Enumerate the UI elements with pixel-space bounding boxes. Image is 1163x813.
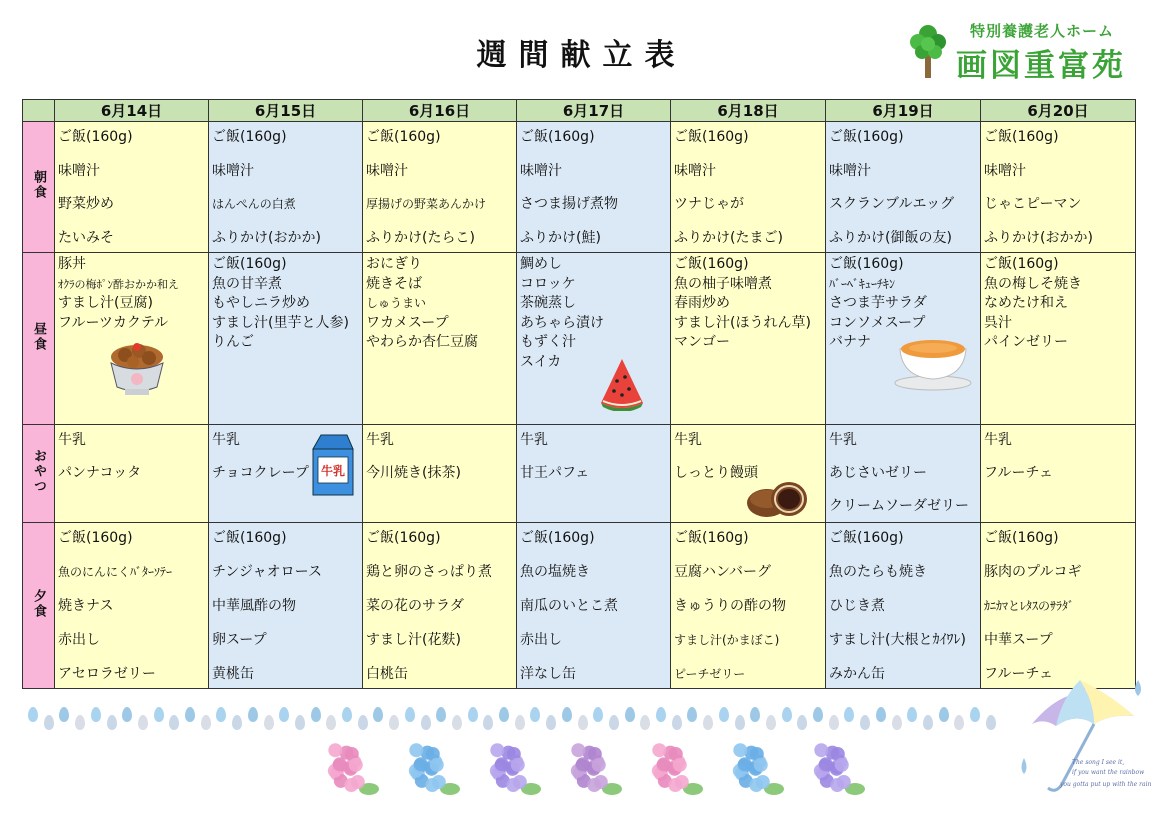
- raindrop-icon: [546, 715, 556, 730]
- raindrop-icon: [326, 715, 336, 730]
- menu-item: 味噌汁: [520, 162, 562, 179]
- menu-cell: [671, 122, 826, 253]
- raindrop-icon: [672, 715, 682, 730]
- raindrop-icon: [421, 715, 431, 730]
- raindrop-icon: [844, 707, 854, 722]
- menu-item: ワカメスープ: [366, 314, 449, 331]
- umbrella-text-line: The song I see it,: [1072, 759, 1125, 766]
- menu-item: パインゼリー: [984, 334, 1068, 350]
- day-header: 6月19日: [826, 100, 981, 122]
- raindrop-icon: [766, 715, 776, 730]
- raindrop-icon: [735, 715, 745, 730]
- menu-cell: [55, 122, 209, 253]
- lunch-row: [23, 253, 1136, 425]
- menu-item: 豆腐ハンバーグ: [674, 563, 772, 580]
- menu-item: 牛乳: [829, 432, 857, 448]
- menu-item: 味噌汁: [58, 162, 100, 179]
- menu-item: 卵スープ: [212, 631, 267, 648]
- menu-item: 黄桃缶: [212, 665, 254, 682]
- menu-item: 味噌汁: [984, 162, 1026, 179]
- raindrop-icon: [939, 707, 949, 722]
- menu-item: ご飯(160g): [674, 256, 749, 272]
- menu-item: コロッケ: [520, 275, 576, 292]
- menu-cell: [517, 523, 671, 689]
- hydrangea-icon: [814, 743, 865, 795]
- menu-item: 中華スープ: [984, 631, 1053, 648]
- menu-item: ふりかけ(御飯の友): [829, 229, 952, 246]
- raindrop-icon: [279, 707, 289, 722]
- pork-bowl-illustration: [107, 335, 167, 397]
- raindrop-icon: [122, 707, 132, 722]
- menu-cell: [826, 253, 981, 425]
- day-header: 6月18日: [671, 100, 826, 122]
- raindrop-icon: [452, 715, 462, 730]
- facility-logo: [908, 18, 1138, 84]
- menu-item: アセロラゼリー: [58, 665, 156, 682]
- menu-item: ご飯(160g): [366, 129, 441, 145]
- raindrop-icon: [295, 715, 305, 730]
- menu-cell: [363, 425, 517, 523]
- hydrangea-icon: [490, 743, 541, 795]
- menu-item: 魚の塩焼き: [520, 563, 590, 580]
- menu-item: すまし汁(花麩): [366, 631, 461, 648]
- menu-cell: [209, 523, 363, 689]
- menu-item: ふりかけ(鮭): [520, 229, 601, 246]
- menu-item: すまし汁(大根とｶｲﾜﾚ): [829, 631, 966, 648]
- menu-item: 春雨炒め: [674, 295, 730, 311]
- menu-item: 魚の柚子味噌煮: [674, 275, 772, 292]
- menu-item: 味噌汁: [829, 162, 871, 179]
- menu-item: 牛乳: [984, 432, 1012, 448]
- menu-item: きゅうりの酢の物: [674, 597, 786, 614]
- raindrop-icon: [609, 715, 619, 730]
- menu-item: フルーチェ: [984, 665, 1054, 682]
- menu-item: 魚の甘辛煮: [212, 275, 282, 292]
- menu-cell: [981, 425, 1136, 523]
- raindrop-icon: [75, 715, 85, 730]
- menu-item: ご飯(160g): [58, 129, 133, 145]
- menu-item: おにぎり: [366, 256, 422, 272]
- menu-item: ふりかけ(たまご): [674, 229, 783, 246]
- menu-item: ｵｸﾗの梅ﾎﾟﾝ酢おかか和え: [58, 277, 179, 291]
- raindrop-icon: [719, 707, 729, 722]
- menu-item: 菜の花のサラダ: [366, 597, 464, 614]
- menu-item: ふりかけ(たらこ): [366, 229, 475, 246]
- menu-item: しっとり饅頭: [674, 465, 758, 481]
- menu-item: ふりかけ(おかか): [212, 229, 321, 246]
- menu-item: ｶﾆｶﾏとﾚﾀｽのｻﾗﾀﾞ: [984, 598, 1075, 613]
- menu-item: フルーツカクテル: [58, 314, 169, 331]
- manju-illustration: [745, 475, 809, 521]
- menu-item: じゃこピーマン: [984, 196, 1082, 212]
- menu-cell: [55, 425, 209, 523]
- menu-item: 味噌汁: [366, 162, 408, 179]
- menu-cell: [363, 122, 517, 253]
- raindrop-icon: [829, 715, 839, 730]
- menu-item: ご飯(160g): [674, 530, 749, 546]
- menu-cell: [517, 425, 671, 523]
- menu-cell: [517, 253, 671, 425]
- menu-cell: [363, 253, 517, 425]
- menu-item: 魚のたらも焼き: [829, 563, 927, 580]
- raindrop-icon: [530, 707, 540, 722]
- menu-item: すまし汁(ほうれん草): [674, 314, 811, 331]
- menu-cell: [826, 425, 981, 523]
- menu-item: ご飯(160g): [829, 530, 904, 546]
- menu-item: 豚丼: [58, 256, 86, 272]
- hydrangea-decoration: [300, 735, 870, 813]
- raindrop-icon: [28, 707, 38, 722]
- menu-cell: [981, 122, 1136, 253]
- menu-item: 白桃缶: [366, 665, 408, 682]
- menu-item: フルーチェ: [984, 465, 1054, 481]
- menu-item: 茶碗蒸し: [520, 295, 576, 311]
- menu-item: さつま芋サラダ: [829, 295, 927, 311]
- menu-cell: [981, 253, 1136, 425]
- menu-item: あちゃら漬け: [520, 314, 604, 331]
- menu-item: ご飯(160g): [366, 530, 441, 546]
- raindrop-icon: [499, 707, 509, 722]
- menu-item: 牛乳: [520, 432, 548, 448]
- raindrop-icon: [358, 715, 368, 730]
- raindrop-icon: [593, 707, 603, 722]
- menu-item: 牛乳: [366, 432, 394, 448]
- raindrop-icon: [515, 715, 525, 730]
- menu-item: コンソメスープ: [829, 314, 926, 331]
- menu-cell: [209, 425, 363, 523]
- raindrop-icon: [750, 707, 760, 722]
- menu-item: ご飯(160g): [984, 530, 1059, 546]
- raindrop-icon: [436, 707, 446, 722]
- menu-item: ひじき煮: [829, 597, 885, 614]
- day-header: 6月14日: [55, 100, 209, 122]
- raindrop-icon: [373, 707, 383, 722]
- hydrangea-icon: [409, 743, 460, 795]
- umbrella-text-line: if you want the rainbow: [1072, 769, 1145, 776]
- menu-item: バナナ: [829, 334, 871, 350]
- menu-item: ご飯(160g): [212, 530, 287, 546]
- meal-label-dinner: 夕食: [23, 523, 55, 689]
- menu-item: 鯛めし: [520, 256, 562, 272]
- facility-type: 特別養護老人ホーム: [970, 22, 1115, 40]
- menu-item: 焼きそば: [366, 275, 422, 292]
- menu-item: 南瓜のいとこ煮: [520, 597, 618, 614]
- menu-item: 厚揚げの野菜あんかけ: [366, 197, 487, 211]
- raindrop-icon: [813, 707, 823, 722]
- raindrop-icon: [405, 707, 415, 722]
- menu-item: 味噌汁: [212, 162, 254, 179]
- menu-item: ご飯(160g): [829, 256, 904, 272]
- menu-item: あじさいゼリー: [829, 465, 927, 481]
- menu-cell: [209, 253, 363, 425]
- header-row: [23, 100, 1136, 122]
- menu-item: 牛乳: [674, 432, 702, 448]
- menu-item: 赤出し: [520, 631, 562, 648]
- raindrop-icon: [970, 707, 980, 722]
- hydrangea-icon: [328, 743, 379, 795]
- menu-item: たいみそ: [58, 229, 114, 246]
- menu-cell: [517, 122, 671, 253]
- menu-item: やわらか杏仁豆腐: [366, 334, 478, 350]
- raindrop-icon: [892, 715, 902, 730]
- raindrop-icon: [248, 707, 258, 722]
- menu-item: ご飯(160g): [212, 256, 287, 272]
- raindrop-icon: [923, 715, 933, 730]
- menu-item: ご飯(160g): [674, 129, 749, 145]
- raindrop-icon: [656, 707, 666, 722]
- raindrop-icon: [954, 715, 964, 730]
- raindrop-icon: [468, 707, 478, 722]
- soup-bowl-illustration: [892, 327, 974, 391]
- menu-item: もずく汁: [520, 334, 576, 350]
- raindrop-icon: [907, 707, 917, 722]
- menu-cell: [671, 425, 826, 523]
- menu-item: 呉汁: [984, 314, 1012, 331]
- menu-cell: [826, 122, 981, 253]
- menu-item: すまし汁(里芋と人参): [212, 314, 349, 331]
- raindrop-icon: [483, 715, 493, 730]
- raindrop-icon: [578, 715, 588, 730]
- raindrop-icon: [342, 707, 352, 722]
- menu-item: 甘王パフェ: [520, 465, 590, 481]
- umbrella-illustration: [1010, 672, 1160, 812]
- menu-item: 牛乳: [58, 432, 86, 448]
- umbrella-text-line: you gotta put up with the rain: [1060, 781, 1152, 788]
- tree-icon: [908, 22, 948, 78]
- menu-item: ツナじゃが: [674, 196, 744, 212]
- milk-carton-illustration: [307, 431, 357, 499]
- menu-item: さつま揚げ煮物: [520, 196, 618, 212]
- menu-cell: [826, 523, 981, 689]
- snack-row: [23, 425, 1136, 523]
- menu-item: ﾊﾞｰﾍﾞｷｭｰﾁｷﾝ: [829, 276, 896, 291]
- menu-item: 中華風酢の物: [212, 597, 296, 614]
- menu-item: ご飯(160g): [520, 530, 595, 546]
- menu-item: ご飯(160g): [520, 129, 595, 145]
- menu-item: 野菜炒め: [58, 196, 114, 212]
- raindrop-icon: [91, 707, 101, 722]
- raindrop-icon: [782, 707, 792, 722]
- menu-item: 魚の梅しそ焼き: [984, 275, 1082, 292]
- menu-item: パンナコッタ: [58, 465, 142, 481]
- menu-item: すまし汁(豆腐): [58, 295, 153, 311]
- raindrop-icon: [138, 715, 148, 730]
- menu-item: ご飯(160g): [212, 129, 287, 145]
- raindrop-icon: [44, 715, 54, 730]
- menu-item: ピーチゼリー: [674, 666, 746, 681]
- menu-item: 鶏と卵のさっぱり煮: [366, 563, 492, 580]
- menu-item: なめたけ和え: [984, 295, 1068, 311]
- day-header: 6月16日: [363, 100, 517, 122]
- raindrop-icon: [703, 715, 713, 730]
- raindrop-icon: [562, 707, 572, 722]
- menu-cell: [209, 122, 363, 253]
- menu-item: チョコクレープ: [212, 465, 309, 481]
- breakfast-row: [23, 122, 1136, 253]
- raindrop-icon: [154, 707, 164, 722]
- raindrop-icon: [107, 715, 117, 730]
- menu-item: チンジャオロース: [212, 563, 322, 580]
- raindrop-icon: [986, 715, 996, 730]
- menu-item: ご飯(160g): [984, 256, 1059, 272]
- menu-item: ふりかけ(おかか): [984, 229, 1093, 246]
- raindrop-icon: [59, 707, 69, 722]
- menu-item: ご飯(160g): [829, 129, 904, 145]
- meal-label-breakfast: 朝食: [23, 122, 55, 253]
- raindrop-icon: [232, 715, 242, 730]
- raindrop-icon: [797, 715, 807, 730]
- menu-item: 味噌汁: [674, 162, 716, 179]
- menu-item: すまし汁(かまぼこ): [674, 632, 780, 647]
- raindrop-icon: [389, 715, 399, 730]
- menu-item: 魚のにんにくﾊﾞﾀｰｿﾃｰ: [58, 564, 173, 579]
- menu-cell: [55, 253, 209, 425]
- hydrangea-icon: [571, 743, 622, 795]
- menu-cell: [671, 523, 826, 689]
- menu-item: 今川焼き(抹茶): [366, 465, 461, 481]
- raindrops-decoration: [28, 705, 1003, 733]
- meal-label-snack: おやつ: [23, 425, 55, 523]
- raindrop-icon: [687, 707, 697, 722]
- menu-item: しゅうまい: [366, 296, 427, 310]
- day-header: 6月15日: [209, 100, 363, 122]
- menu-item: 豚肉のプルコギ: [984, 563, 1082, 580]
- milk-carton-label: 牛乳: [320, 464, 346, 478]
- menu-cell: [55, 523, 209, 689]
- menu-table: [22, 99, 1136, 689]
- raindrop-icon: [640, 715, 650, 730]
- raindrop-icon: [169, 715, 179, 730]
- raindrop-icon: [311, 707, 321, 722]
- hydrangea-icon: [652, 743, 703, 795]
- raindrop-icon: [185, 707, 195, 722]
- menu-cell: [671, 253, 826, 425]
- menu-item: りんご: [212, 334, 254, 350]
- menu-item: ご飯(160g): [58, 530, 133, 546]
- raindrop-icon: [860, 715, 870, 730]
- watermelon-illustration: [599, 357, 645, 411]
- meal-label-lunch: 昼食: [23, 253, 55, 425]
- menu-item: もやしニラ炒め: [212, 295, 310, 311]
- menu-item: みかん缶: [829, 665, 885, 682]
- page-title: 週間献立表: [476, 38, 687, 73]
- raindrop-icon: [216, 707, 226, 722]
- raindrop-icon: [625, 707, 635, 722]
- menu-item: クリームソーダゼリー: [829, 498, 969, 514]
- menu-item: マンゴー: [674, 334, 730, 350]
- menu-cell: [363, 523, 517, 689]
- menu-item: ご飯(160g): [984, 129, 1059, 145]
- raindrop-icon: [264, 715, 274, 730]
- facility-name: 画図重富苑: [956, 48, 1126, 84]
- day-header: 6月20日: [981, 100, 1136, 122]
- raindrop-icon: [876, 707, 886, 722]
- menu-item: 牛乳: [212, 432, 240, 448]
- day-header: 6月17日: [517, 100, 671, 122]
- menu-cell: [981, 523, 1136, 689]
- menu-item: 赤出し: [58, 631, 100, 648]
- header-corner: [23, 100, 55, 122]
- raindrop-icon: [201, 715, 211, 730]
- dinner-row: [23, 523, 1136, 689]
- menu-item: 焼きナス: [58, 597, 114, 614]
- menu-item: スイカ: [520, 353, 562, 370]
- menu-item: 洋なし缶: [520, 665, 576, 682]
- hydrangea-icon: [733, 743, 784, 795]
- menu-item: スクランブルエッグ: [829, 196, 955, 212]
- menu-item: はんぺんの白煮: [212, 197, 296, 211]
